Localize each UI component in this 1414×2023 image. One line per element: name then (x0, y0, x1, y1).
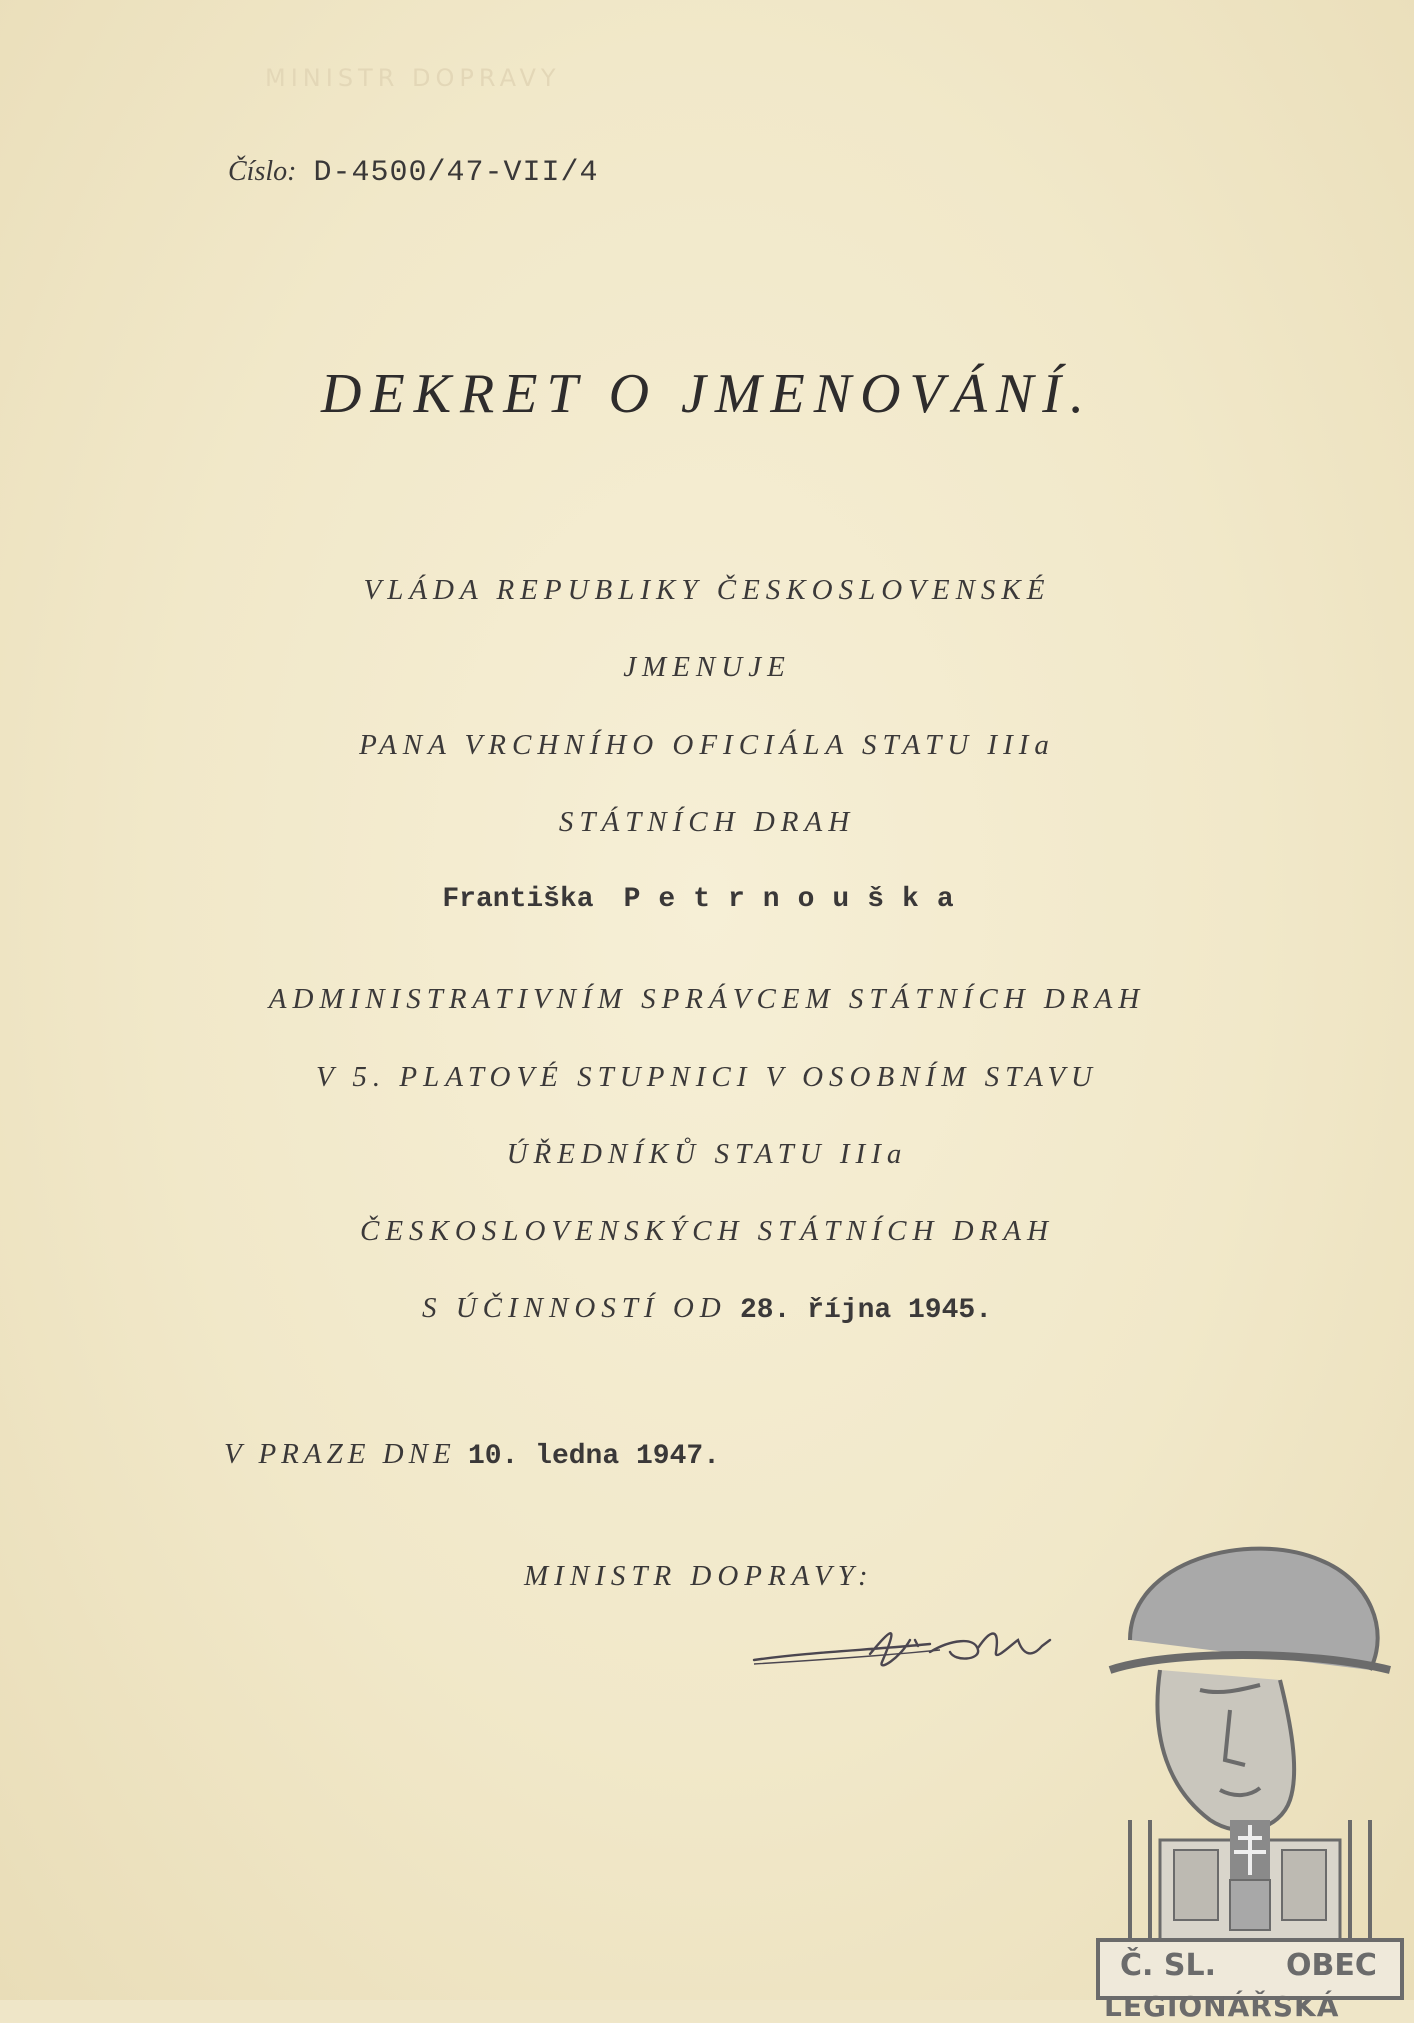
line-railways: STÁTNÍCH DRAH (558, 806, 856, 838)
line-rank: PANA VRCHNÍHO OFICIÁLA STATU IIIa (359, 729, 1055, 761)
faint-stamp: MINISTR DOPRAVY (265, 64, 561, 92)
line-effective (0, 1292, 1414, 1326)
first-name: Františka (442, 884, 594, 915)
place-label: V PRAZE DNE (224, 1438, 456, 1470)
line-position: ADMINISTRATIVNÍM SPRÁVCEM STÁTNÍCH DRAH (268, 983, 1146, 1015)
document-number (228, 156, 599, 190)
line-officials: ÚŘEDNÍKŮ STATU IIIa (506, 1138, 908, 1170)
emblem-text-left: Č. SL. (1120, 1948, 1216, 1983)
soldier-emblem-icon (1090, 1520, 1410, 2000)
legion-emblem (1090, 1520, 1410, 2023)
number-label: Číslo: (228, 156, 297, 187)
line-appoints: JMENUJE (623, 651, 791, 683)
place-date (224, 1438, 720, 1472)
handwritten-signature (750, 1600, 1130, 1690)
document-title: DEKRET O JMENOVÁNÍ. (321, 363, 1093, 425)
surname: Petrnouška (623, 884, 972, 915)
issue-date: 10. ledna 1947. (467, 1441, 720, 1472)
emblem-text-bottom: LEGIONÁŘSKÁ (1104, 1990, 1340, 2023)
line-grade: V 5. PLATOVÉ STUPNICI V OSOBNÍM STAVU (315, 1061, 1099, 1093)
line-government: VLÁDA REPUBLIKY ČESKOSLOVENSKÉ (363, 574, 1051, 606)
effective-label: S ÚČINNOSTÍ OD (421, 1292, 727, 1324)
line-cs-railways: ČESKOSLOVENSKÝCH STÁTNÍCH DRAH (359, 1215, 1054, 1247)
appointee-name (0, 884, 1414, 915)
minister-label: MINISTR DOPRAVY: (524, 1560, 874, 1592)
effective-date: 28. října 1945. (739, 1295, 993, 1326)
number-value: D-4500/47-VII/4 (313, 156, 599, 190)
emblem-text-right: OBEC (1286, 1948, 1377, 1983)
